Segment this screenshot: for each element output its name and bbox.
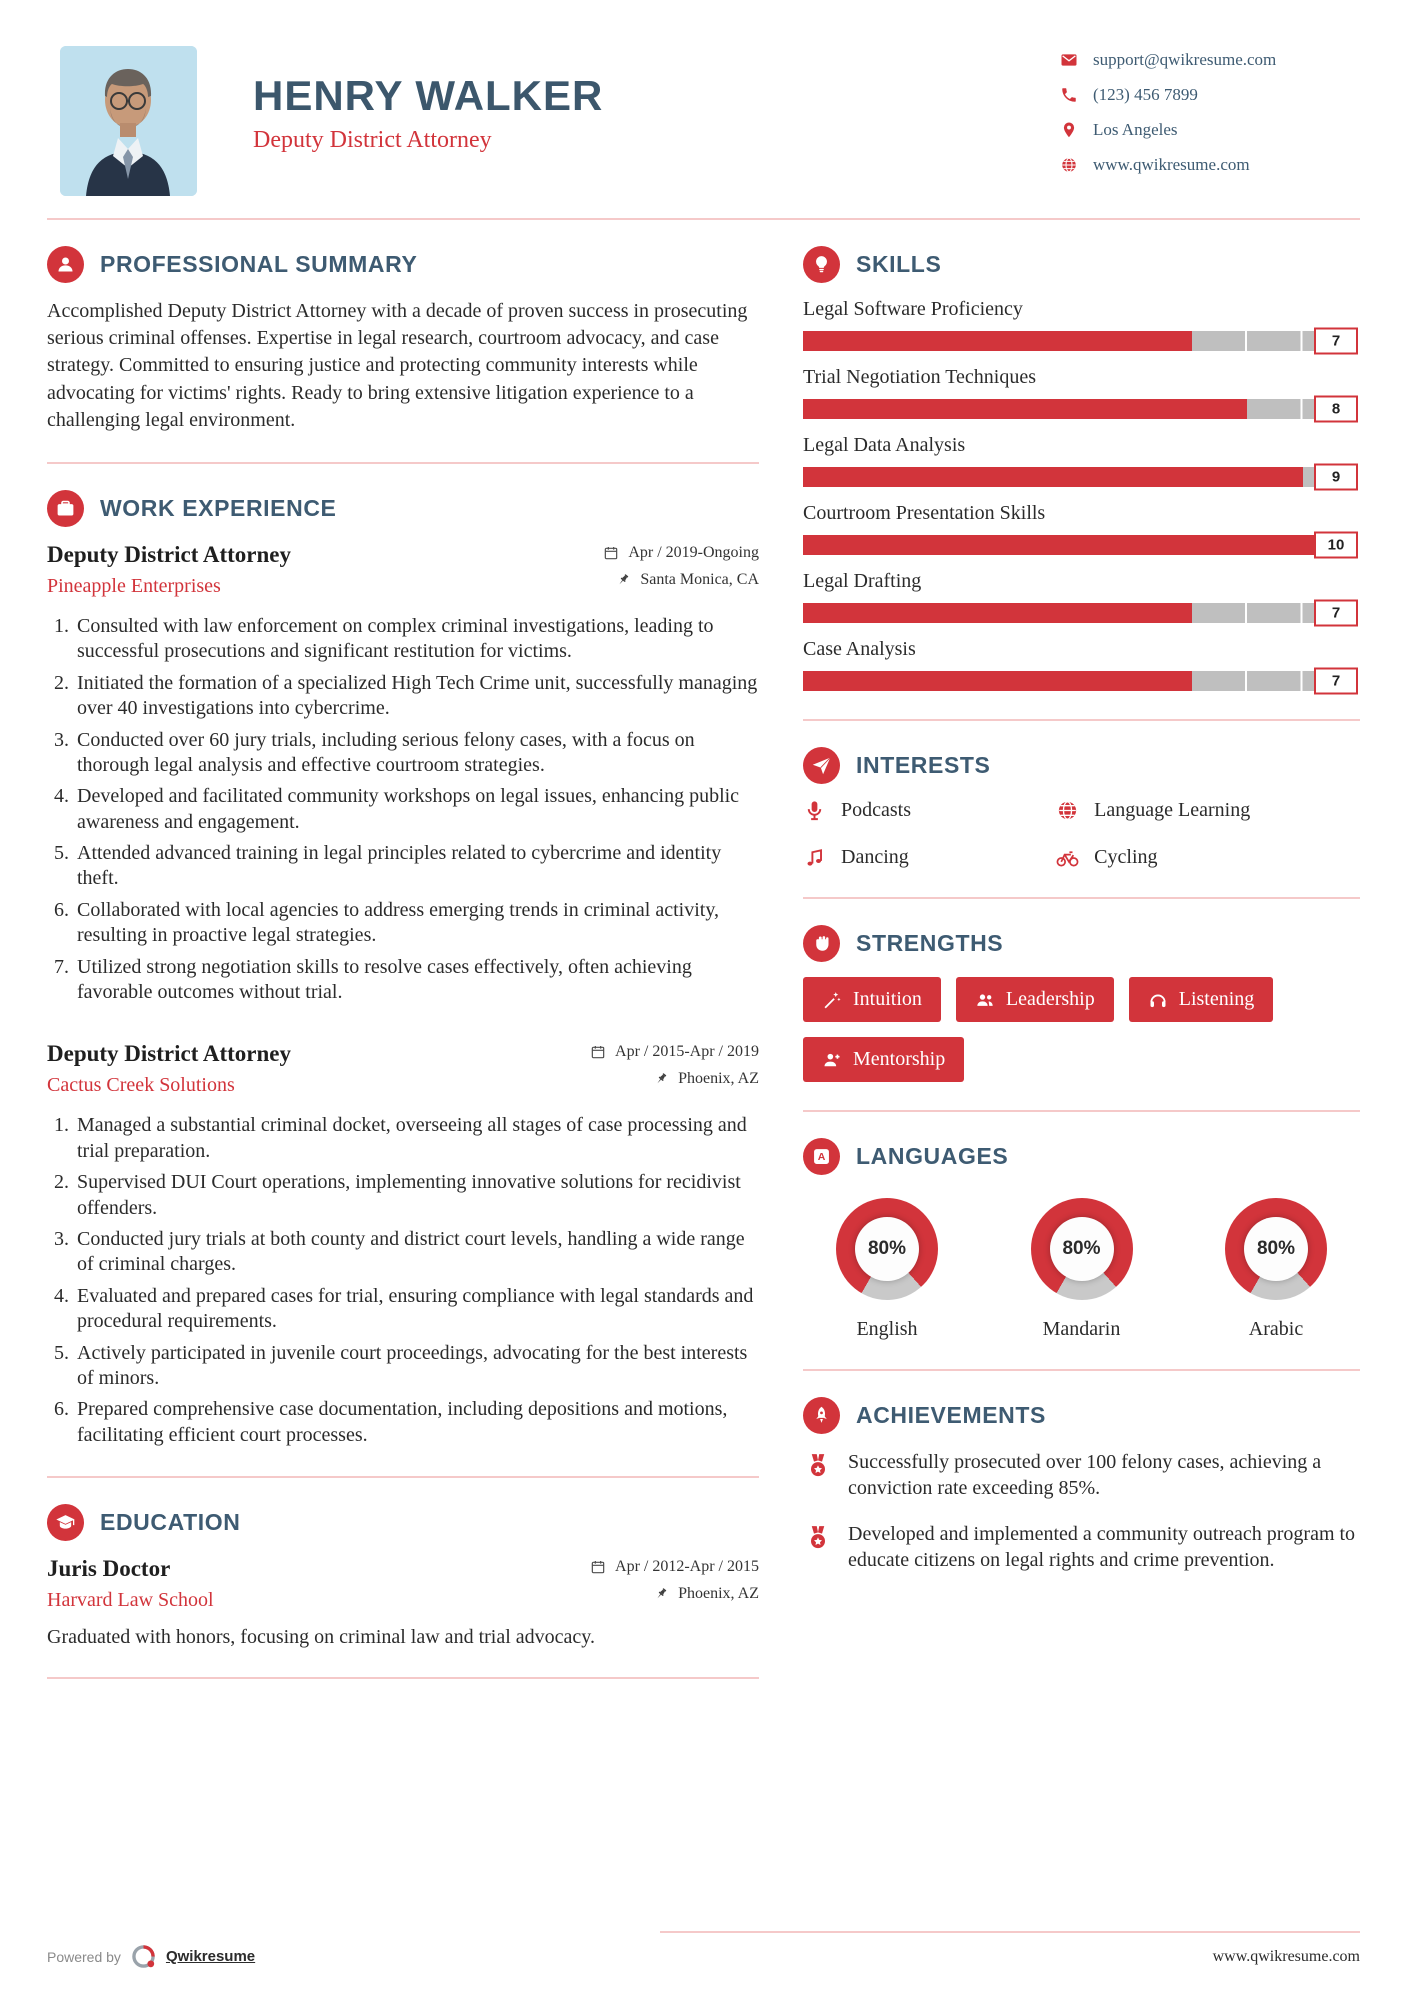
job-title-block (47, 1041, 291, 1097)
interests-grid (803, 799, 1360, 869)
svg-text:A: A (817, 1151, 826, 1164)
map-pin-icon (1060, 121, 1078, 139)
skill-name: Case Analysis (803, 638, 916, 660)
job-bullet: 2. Initiated the formation of a specialized High Tech Crime unit, successfully managing over 40 investigations into cybercrime. (74, 671, 759, 722)
interest-label: Language Learning (1094, 799, 1251, 821)
user-plus-icon (822, 1050, 842, 1070)
job-meta (603, 542, 759, 598)
skill-value-badge: 10 (1314, 532, 1358, 559)
language-item (1196, 1198, 1356, 1341)
skill-item (803, 570, 1360, 623)
envelope-icon (1060, 51, 1078, 69)
interest-label: Podcasts (841, 799, 911, 821)
contact-phone-text: (123) 456 7899 (1093, 85, 1198, 104)
languages-heading-row (803, 1138, 1360, 1175)
skill-item (803, 298, 1360, 351)
skills-section (803, 246, 1360, 691)
education-heading: EDUCATION (100, 1509, 241, 1536)
phone-icon (1060, 86, 1078, 104)
interest-item (803, 846, 1056, 869)
skill-bar (803, 467, 1358, 487)
magic-wand-icon (822, 990, 842, 1010)
contact-location (1060, 120, 1360, 140)
interest-item (803, 799, 1056, 822)
medal-icon (803, 1451, 833, 1481)
summary-text: Accomplished Deputy District Attorney with a decade of proven success in prosecuting serious criminal offenses. Expertise in legal research, courtroom advocacy, and case strategy. Committed to ensuring justice and protecting community interests while advocating for victims' rights. Ready to bring extensive litigation experience to a challenging legal environment. (47, 300, 748, 431)
language-percent: 80% (1256, 1238, 1296, 1259)
professional-summary-section (47, 246, 759, 434)
education-description: Graduated with honors, focusing on criminal law and trial advocacy. (47, 1626, 595, 1649)
job-bullet: 2. Supervised DUI Court operations, implementing innovative solutions for recidivist offenders. (74, 1170, 759, 1221)
education-degree: Juris Doctor (47, 1556, 171, 1582)
translate-icon (803, 1138, 840, 1175)
section-divider (47, 1476, 759, 1478)
achievement-item (803, 1521, 1360, 1573)
education-heading-row (47, 1504, 759, 1541)
rocket-icon (803, 1397, 840, 1434)
contact-email-text: support@qwikresume.com (1093, 50, 1277, 69)
skill-name: Courtroom Presentation Skills (803, 502, 1046, 524)
achievements-heading: ACHIEVEMENTS (856, 1402, 1046, 1428)
language-progress-ring (1031, 1198, 1133, 1300)
strengths-heading: STRENGTHS (856, 930, 1004, 956)
job-bullet: 1. Managed a substantial criminal docket, overseeing all stages of case processing and trial preparation. (74, 1113, 759, 1164)
globe-web-icon (1060, 156, 1078, 174)
language-ring-center (1244, 1217, 1308, 1281)
language-item (1002, 1198, 1162, 1341)
skill-value-badge: 7 (1314, 668, 1358, 695)
job-bullet-list (74, 614, 759, 1005)
powered-by-block (47, 1943, 255, 1970)
education-header (47, 1556, 759, 1612)
education-section (47, 1504, 759, 1649)
headphones-icon (1148, 990, 1168, 1010)
skill-bar-fill (803, 331, 1192, 351)
languages-list (803, 1190, 1360, 1341)
language-label: Mandarin (1042, 1318, 1121, 1340)
skill-bar (803, 603, 1358, 623)
pushpin-icon (615, 572, 631, 588)
interests-heading-row (803, 747, 1360, 784)
skills-heading-row (803, 246, 1360, 283)
skill-bar (803, 671, 1358, 691)
languages-heading: LANGUAGES (856, 1143, 1009, 1169)
calendar-icon (590, 1559, 606, 1575)
skill-name: Legal Software Proficiency (803, 298, 1023, 320)
skill-name: Legal Drafting (803, 570, 922, 592)
footer-divider (660, 1931, 1360, 1933)
job-bullet: 3. Conducted over 60 jury trials, including serious felony cases, with a focus on thorough legal analysis and effective courtroom strategies. (74, 728, 759, 779)
language-label: Arabic (1248, 1318, 1304, 1340)
job-location-row (603, 571, 759, 589)
microphone-icon (803, 799, 826, 822)
lightbulb-icon (803, 246, 840, 283)
achievements-heading-row (803, 1397, 1360, 1434)
interest-item (1056, 846, 1360, 869)
contact-list (1060, 46, 1360, 190)
education-dates: Apr / 2012-Apr / 2015 (615, 1558, 759, 1576)
paper-plane-icon (803, 747, 840, 784)
left-column (47, 246, 759, 1705)
powered-by-label: Powered by (47, 1948, 121, 1965)
section-divider (47, 462, 759, 464)
skill-value-badge: 7 (1314, 328, 1358, 355)
strengths-heading-row (803, 925, 1360, 962)
content-columns (0, 220, 1407, 1705)
interest-item (1056, 799, 1360, 822)
strength-label: Mentorship (853, 1048, 946, 1070)
job-title: Deputy District Attorney (47, 541, 292, 567)
job-bullet: 6. Collaborated with local agencies to address emerging trends in criminal activity, resulting in proactive legal strategies. (74, 898, 759, 949)
language-ring-center (1050, 1217, 1114, 1281)
job-bullet: 1. Consulted with law enforcement on complex criminal investigations, leading to successful prosecutions and significant restitution for victims. (74, 614, 759, 665)
languages-section (803, 1138, 1360, 1341)
bicycle-icon (1056, 846, 1079, 869)
skill-bar-fill (803, 603, 1192, 623)
section-divider (803, 719, 1360, 721)
job-location-row (590, 1070, 759, 1088)
contact-website[interactable] (1060, 155, 1360, 175)
achievements-section (803, 1397, 1360, 1573)
skill-item (803, 638, 1360, 691)
skill-bar (803, 399, 1358, 419)
job-bullet: 4. Developed and facilitated community workshops on legal issues, enhancing public awareness and engagement. (74, 784, 759, 835)
contact-email[interactable] (1060, 50, 1360, 70)
pushpin-icon (653, 1586, 669, 1602)
skill-item (803, 434, 1360, 487)
right-column (803, 246, 1360, 1705)
job-bullet: 5. Actively participated in juvenile court proceedings, advocating for the best interests of minors. (74, 1341, 759, 1392)
contact-phone[interactable] (1060, 85, 1360, 105)
experience-heading-row (47, 490, 759, 527)
job-dates: Apr / 2015-Apr / 2019 (615, 1043, 759, 1061)
education-title-block (47, 1556, 214, 1612)
calendar-icon (590, 1044, 606, 1060)
profile-photo (60, 46, 197, 196)
job-bullet: 7. Utilized strong negotiation skills to resolve cases effectively, often achieving favorable outcomes without trial. (74, 955, 759, 1006)
language-item (807, 1198, 967, 1341)
strengths-section (803, 925, 1360, 1082)
education-meta (590, 1556, 759, 1612)
strength-badge[interactable] (803, 977, 941, 1022)
skill-bar-fill (803, 671, 1192, 691)
interest-label: Dancing (841, 846, 909, 868)
job-company: Cactus Creek Solutions (47, 1074, 235, 1097)
language-progress-ring (1225, 1198, 1327, 1300)
strength-badge[interactable] (803, 1037, 964, 1082)
user-icon (47, 246, 84, 283)
job-header (47, 542, 759, 598)
skills-heading: SKILLS (856, 251, 942, 277)
job-bullet-list (74, 1113, 759, 1448)
qwikresume-logo-icon (130, 1943, 157, 1970)
strength-label: Listening (1178, 988, 1255, 1010)
job-entry (47, 542, 759, 1005)
skill-item (803, 366, 1360, 419)
contact-location-text: Los Angeles (1093, 120, 1178, 139)
strength-label: Intuition (853, 988, 922, 1010)
strength-badge[interactable] (956, 977, 1114, 1022)
experience-heading: WORK EXPERIENCE (100, 494, 337, 521)
job-entry (47, 1041, 759, 1448)
language-percent: 80% (1062, 1238, 1101, 1259)
graduation-cap-icon (47, 1504, 84, 1541)
candidate-title: Deputy District Attorney (253, 127, 492, 154)
skill-bar (803, 331, 1358, 351)
job-meta (590, 1041, 759, 1097)
achievement-text: Successfully prosecuted over 100 felony cases, achieving a conviction rate exceeding 85%. (848, 1451, 1322, 1499)
skill-value-badge: 7 (1314, 600, 1358, 627)
skill-name: Trial Negotiation Techniques (803, 366, 1037, 388)
education-dates-row (590, 1558, 759, 1576)
summary-heading: PROFESSIONAL SUMMARY (100, 251, 418, 277)
users-icon (975, 990, 995, 1010)
job-bullet: 6. Prepared comprehensive case documentation, including depositions and motions, facilitating efficient court processes. (74, 1397, 759, 1448)
summary-heading-row (47, 246, 759, 283)
language-label: English (856, 1318, 918, 1340)
contact-website-text: www.qwikresume.com (1093, 155, 1250, 174)
briefcase-icon (47, 490, 84, 527)
job-bullet: 3. Conducted jury trials at both county and district court levels, handling a wide range of criminal charges. (74, 1227, 759, 1278)
job-bullet: 4. Evaluated and prepared cases for trial, ensuring compliance with legal standards and procedural requirements. (74, 1284, 759, 1335)
interest-label: Cycling (1094, 846, 1158, 868)
job-location: Santa Monica, CA (640, 570, 759, 588)
music-note-icon (803, 846, 826, 869)
language-percent: 80% (867, 1238, 907, 1259)
job-header (47, 1041, 759, 1097)
job-title-block (47, 542, 291, 598)
section-divider (803, 1110, 1360, 1112)
skill-value-badge: 9 (1314, 464, 1358, 491)
interests-section (803, 747, 1360, 869)
strengths-list (803, 977, 1360, 1082)
header (0, 0, 1407, 218)
language-ring-center (855, 1217, 919, 1281)
footer (47, 1943, 1360, 1970)
achievement-item (803, 1449, 1360, 1501)
calendar-icon (603, 545, 619, 561)
strength-badge[interactable] (1129, 977, 1274, 1022)
job-company: Pineapple Enterprises (47, 574, 221, 597)
interests-heading: INTERESTS (856, 752, 991, 778)
section-divider (803, 1369, 1360, 1371)
section-divider (47, 1677, 759, 1679)
fist-icon (803, 925, 840, 962)
identity-block (253, 46, 603, 154)
job-bullet: 5. Attended advanced training in legal principles related to cybercrime and identity theft. (74, 841, 759, 892)
achievement-text: Developed and implemented a community outreach program to educate citizens on legal rights and crime prevention. (848, 1523, 1356, 1571)
medal-icon (803, 1523, 833, 1553)
footer-site-link[interactable]: www.qwikresume.com (1212, 1947, 1360, 1965)
language-progress-ring (836, 1198, 938, 1300)
job-location: Phoenix, AZ (678, 1070, 759, 1088)
skill-bar-fill (803, 467, 1303, 487)
education-location: Phoenix, AZ (678, 1585, 759, 1603)
pushpin-icon (653, 1071, 669, 1087)
job-dates: Apr / 2019-Ongoing (628, 543, 759, 561)
work-experience-section (47, 490, 759, 1448)
skill-value-badge: 8 (1314, 396, 1358, 423)
strength-label: Leadership (1005, 988, 1095, 1010)
avatar (60, 46, 197, 196)
education-school: Harvard Law School (47, 1589, 214, 1612)
skill-bar-fill (803, 399, 1247, 419)
candidate-name: HENRY WALKER (253, 72, 604, 119)
skill-bar-fill (803, 535, 1358, 555)
brand-link[interactable]: Qwikresume (165, 1948, 256, 1965)
section-divider (803, 897, 1360, 899)
job-dates-row (590, 1043, 759, 1061)
globe-icon (1056, 799, 1079, 822)
education-location-row (590, 1585, 759, 1603)
skill-bar (803, 535, 1358, 555)
job-dates-row (603, 544, 759, 562)
skill-name: Legal Data Analysis (803, 434, 966, 456)
job-title: Deputy District Attorney (47, 1041, 292, 1067)
skill-item (803, 502, 1360, 555)
